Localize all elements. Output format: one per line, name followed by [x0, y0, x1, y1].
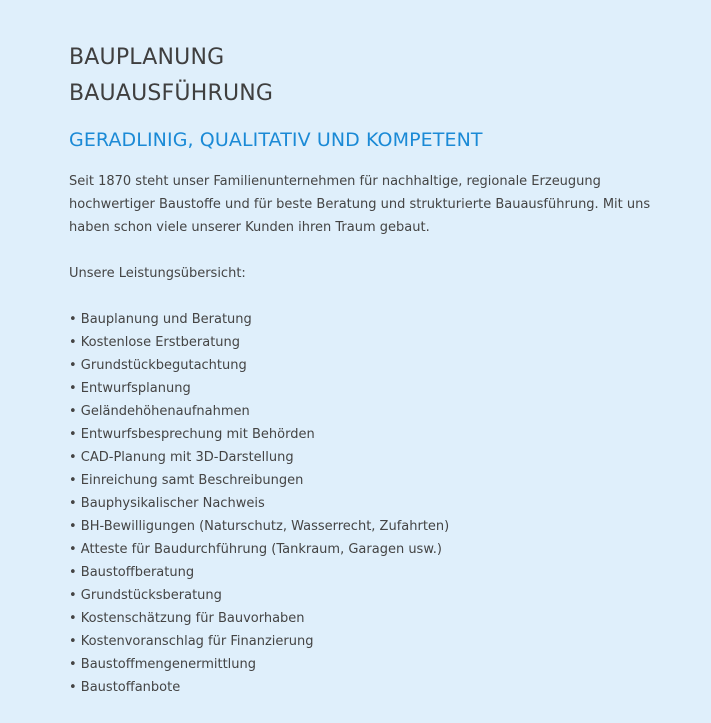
service-item: • Kostenvoranschlag für Finanzierung [69, 634, 314, 649]
title-line-bauausfuehrung: BAUAUSFÜHRUNG [69, 81, 274, 106]
service-item: • Kostenschätzung für Bauvorhaben [69, 611, 305, 626]
service-item: • CAD-Planung mit 3D-Darstellung [69, 450, 294, 465]
services-list [69, 308, 669, 699]
service-item: • Bauplanung und Beratung [69, 312, 252, 327]
service-item: • Baustoffberatung [69, 565, 195, 580]
tagline-heading: GERADLINIG, QUALITATIV UND KOMPETENT [69, 129, 483, 151]
service-item: • Baustoffmengenermittlung [69, 657, 257, 672]
service-item: • Entwurfsplanung [69, 381, 191, 396]
service-item: • Baustoffanbote [69, 680, 181, 695]
content-section [69, 40, 669, 699]
service-item: • Einreichung samt Beschreibungen [69, 473, 304, 488]
service-item: • Grundstücksberatung [69, 588, 222, 603]
title-line-bauplanung: BAUPLANUNG [69, 45, 225, 70]
service-item: • Bauphysikalischer Nachweis [69, 496, 265, 511]
page-title [69, 40, 669, 112]
service-item: • Entwurfsbesprechung mit Behörden [69, 427, 315, 442]
service-item: • BH-Bewilligungen (Naturschutz, Wasserrecht, Zufahrten) [69, 519, 450, 534]
service-item: • Grundstückbegutachtung [69, 358, 247, 373]
service-item: • Kostenlose Erstberatung [69, 335, 241, 350]
services-label: Unsere Leistungsübersicht: [69, 266, 246, 281]
service-item: • Atteste für Baudurchführung (Tankraum, Garagen usw.) [69, 542, 442, 557]
service-item: • Geländehöhenaufnahmen [69, 404, 250, 419]
intro-paragraph: Seit 1870 steht unser Familienunternehmen für nachhaltige, regionale Erzeugung hochwertiger Baustoffe und für beste Beratung und strukturierte Bauausführung. Mit uns haben schon viele unserer Kunden ihren Traum gebaut. [69, 174, 651, 235]
